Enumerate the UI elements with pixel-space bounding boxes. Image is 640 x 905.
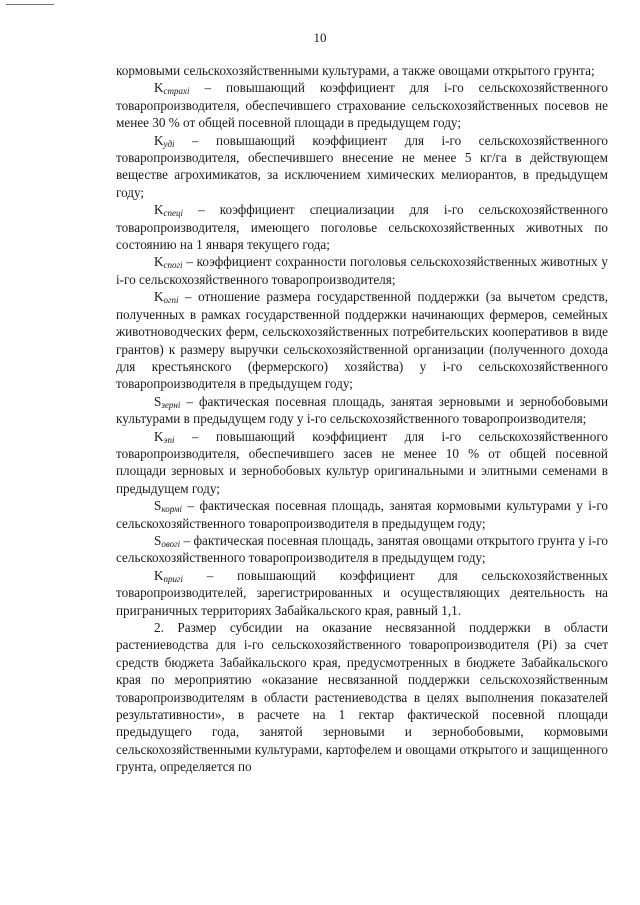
symbol-subscript: овогi [161, 538, 181, 549]
definition-text: – коэффициент сохранности поголовья сельскохозяйственных животных у i-го сельскохозяйственного товаропроизводителя; [116, 254, 608, 287]
symbol-subscript: эпi [163, 434, 175, 445]
symbol-subscript: спецi [163, 208, 184, 219]
definition-text: – отношение размера государственной поддержки (за вычетом средств, полученных в рамках государственной поддержки начинающих фермеров, семейных животноводческих ферм, сельскохозяйственных потребительских кооперативов в виде грантов) к размеру выручки сельскохозяйственной организации (полученного дохода для крестьянского (фермерского) хозяйства) у i-го сельскохозяйственного товаропроизводителя в предыдущем году; [116, 289, 608, 392]
definition-text: – коэффициент специализации для i-го сельскохозяйственного товаропроизводителя, имеющего поголовье сельскохозяйственных животных по состоянию на 1 января текущего года; [116, 202, 608, 253]
definition-k-prig [116, 567, 608, 619]
symbol: S [154, 498, 162, 514]
symbol: K [154, 289, 164, 305]
symbol: K [154, 132, 164, 148]
symbol: K [154, 567, 164, 583]
symbol-subscript: пригi [163, 573, 184, 584]
definition-k-spec [116, 201, 608, 253]
definition-text: – фактическая посевная площадь, занятая овощами открытого грунта у i-го сельскохозяйственного товаропроизводителя в предыдущем году; [116, 532, 608, 566]
definition-text: – фактическая посевная площадь, занятая кормовыми культурами у i-го сельскохозяйственного товаропроизводителя в предыдущем году; [116, 498, 608, 531]
paragraph-item-2 [116, 619, 608, 776]
page-number: 10 [313, 30, 327, 45]
definition-k-strakh [116, 79, 608, 131]
definition-k-spog [116, 253, 608, 288]
symbol-subscript: удi [163, 138, 175, 149]
definition-k-ogp [116, 288, 608, 392]
paragraph-text: кормовыми сельскохозяйственными культурами, а также овощами открытого грунта; [116, 63, 595, 78]
symbol: S [154, 532, 162, 548]
symbol-subscript: зернi [161, 399, 181, 410]
definition-text: – фактическая посевная площадь, занятая зерновыми и зернобобовыми культурами в предыдущем году у i-го сельскохозяйственного товаропроизводителя; [116, 393, 608, 427]
symbol-subscript: страхi [163, 86, 190, 97]
symbol: K [154, 428, 164, 444]
symbol: K [154, 80, 164, 96]
definition-s-korm [116, 497, 608, 532]
symbol: S [154, 393, 162, 409]
symbol-subscript: кормi [161, 504, 183, 515]
paragraph-continuation [116, 62, 608, 79]
document-body [116, 62, 608, 776]
definition-k-ep [116, 428, 608, 498]
definition-text: – повышающий коэффициент для i-го сельскохозяйственного товаропроизводителя, обеспечившего страхование сельскохозяйственных посевов не менее 30 % от общей посевной площади в предыдущем году; [116, 80, 608, 131]
paragraph-text: 2. Размер субсидии на оказание несвязанной поддержки в области растениеводства для i-го сельскохозяйственного товаропроизводителя (Pi) за счет средств бюджета Забайкальского края, предусмотренных в бюджете Забайкальского края по мероприятию «оказание несвязанной поддержки сельскохозяйственным товаропроизводителям в области растениеводства в целях выполнения показателей результативности», в расчете на 1 гектар фактической посевной площади предыдущего года, занятой зерновыми и зернобобовыми, кормовыми сельскохозяйственными культурами, картофелем и овощами открытого и защищенного грунта, определяется по [116, 620, 608, 775]
symbol-subscript: огпi [163, 295, 179, 306]
definition-text: – повышающий коэффициент для i-го сельскохозяйственного товаропроизводителя, обеспечившего засев не менее 10 % от общей посевной площади зерновых и зернобобовых культур оригинальными и элитными семенами в предыдущем году; [116, 428, 608, 496]
definition-s-zern [116, 393, 608, 428]
definition-k-ud [116, 132, 608, 202]
definition-text: – повышающий коэффициент для i-го сельскохозяйственного товаропроизводителя, обеспечившего внесение не менее 5 кг/га в действующем веществе агрохимикатов, за исключением химических мелиорантов, в предыдущем году; [116, 132, 608, 200]
header-rule [6, 4, 54, 5]
symbol-subscript: спогi [163, 260, 183, 271]
symbol: K [154, 254, 164, 270]
definition-s-ovog [116, 532, 608, 567]
definition-text: – повышающий коэффициент для сельскохозяйственных товаропроизводителей, зарегистрированных и осуществляющих деятельность на приграничных территориях Забайкальского края, равный 1,1. [116, 567, 608, 618]
symbol: K [154, 202, 164, 218]
